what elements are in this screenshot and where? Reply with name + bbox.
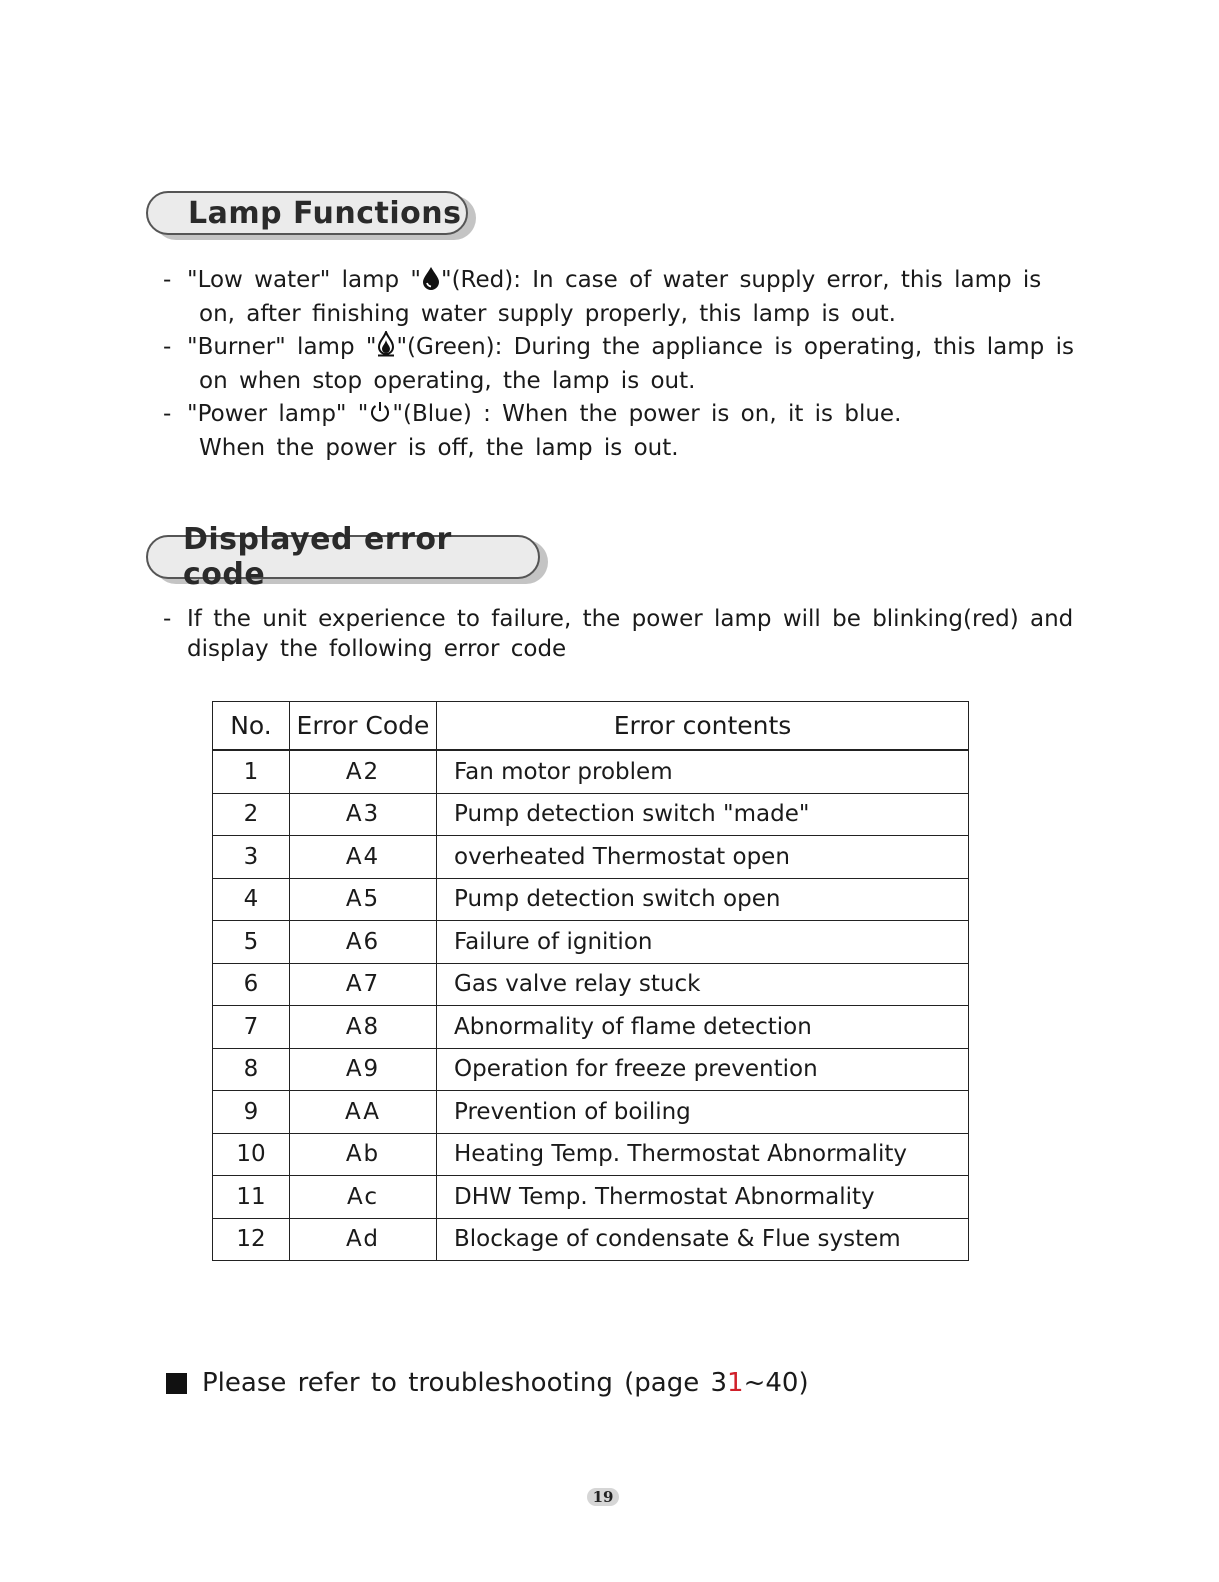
row-error-code: Ab xyxy=(290,1133,437,1176)
row-number: 3 xyxy=(213,836,290,879)
power-icon xyxy=(368,400,392,424)
lamp-functions-title: Lamp Functions xyxy=(188,195,462,231)
bullet-dash: - xyxy=(163,401,172,427)
row-error-code: A3 xyxy=(290,793,437,836)
row-error-contents: Abnormality of flame detection xyxy=(437,1006,969,1049)
note-suffix: ~40) xyxy=(743,1368,809,1398)
error-intro-line2: display the following error code xyxy=(187,636,567,662)
burner-text: "Burner" lamp " xyxy=(187,334,377,360)
table-row xyxy=(213,1133,969,1176)
row-error-contents: overheated Thermostat open xyxy=(437,836,969,879)
power-lamp-item xyxy=(163,397,901,465)
row-error-code: A6 xyxy=(290,921,437,964)
row-number: 5 xyxy=(213,921,290,964)
row-error-contents: Gas valve relay stuck xyxy=(437,963,969,1006)
burner-continuation: on when stop operating, the lamp is out. xyxy=(199,368,696,394)
row-number: 8 xyxy=(213,1048,290,1091)
power-continuation: When the power is off, the lamp is out. xyxy=(199,435,679,461)
row-number: 10 xyxy=(213,1133,290,1176)
row-error-contents: Prevention of boiling xyxy=(437,1091,969,1134)
row-error-code: A8 xyxy=(290,1006,437,1049)
power-desc: "(Blue) : When the power is on, it is blue. xyxy=(392,401,902,427)
table-row xyxy=(213,1048,969,1091)
row-error-code: A9 xyxy=(290,1048,437,1091)
row-error-code: AA xyxy=(290,1091,437,1134)
row-error-contents: Failure of ignition xyxy=(437,921,969,964)
low-water-text: "Low water" lamp " xyxy=(187,267,421,293)
table-row xyxy=(213,921,969,964)
row-error-contents: DHW Temp. Thermostat Abnormality xyxy=(437,1176,969,1219)
error-intro xyxy=(163,604,1073,664)
water-drop-icon xyxy=(421,266,441,290)
row-error-contents: Fan motor problem xyxy=(437,750,969,793)
table-header-row xyxy=(213,702,969,751)
row-error-code: Ac xyxy=(290,1176,437,1219)
lamp-functions-heading xyxy=(146,191,468,235)
row-error-code: Ad xyxy=(290,1218,437,1261)
table-row xyxy=(213,836,969,879)
row-number: 11 xyxy=(213,1176,290,1219)
row-number: 7 xyxy=(213,1006,290,1049)
row-number: 2 xyxy=(213,793,290,836)
row-error-contents: Heating Temp. Thermostat Abnormality xyxy=(437,1133,969,1176)
black-square-icon xyxy=(166,1373,187,1394)
table-row xyxy=(213,963,969,1006)
flame-icon xyxy=(376,331,396,357)
note-text: Please refer to troubleshooting (page 3 xyxy=(202,1368,728,1398)
row-error-contents: Operation for freeze prevention xyxy=(437,1048,969,1091)
row-number: 6 xyxy=(213,963,290,1006)
low-water-lamp-item xyxy=(163,263,1041,331)
table-row xyxy=(213,878,969,921)
error-code-table xyxy=(212,701,969,1261)
row-error-contents: Pump detection switch open xyxy=(437,878,969,921)
burner-lamp-item xyxy=(163,330,1074,398)
troubleshooting-note xyxy=(166,1368,809,1398)
bullet-dash: - xyxy=(163,606,172,632)
table-row xyxy=(213,750,969,793)
power-text: "Power lamp" " xyxy=(187,401,369,427)
header-error-code: Error Code xyxy=(290,702,437,751)
error-code-title: Displayed error code xyxy=(183,522,452,592)
row-error-contents: Blockage of condensate & Flue system xyxy=(437,1218,969,1261)
error-intro-line1: If the unit experience to failure, the power lamp will be blinking(red) and xyxy=(187,606,1074,632)
note-highlight: 1 xyxy=(727,1368,744,1398)
row-error-code: A7 xyxy=(290,963,437,1006)
row-error-code: A5 xyxy=(290,878,437,921)
row-error-contents: Pump detection switch "made" xyxy=(437,793,969,836)
bullet-dash: - xyxy=(163,267,172,293)
low-water-desc: "(Red): In case of water supply error, this lamp is xyxy=(440,267,1042,293)
bullet-dash: - xyxy=(163,334,172,360)
page-number: 19 xyxy=(587,1488,619,1506)
error-code-heading xyxy=(146,522,540,592)
header-no: No. xyxy=(213,702,290,751)
row-error-code: A4 xyxy=(290,836,437,879)
header-error-contents: Error contents xyxy=(437,702,969,751)
low-water-continuation: on, after finishing water supply properly, this lamp is out. xyxy=(199,301,896,327)
burner-desc: "(Green): During the appliance is operating, this lamp is xyxy=(396,334,1074,360)
table-row xyxy=(213,1176,969,1219)
row-error-code: A2 xyxy=(290,750,437,793)
table-row xyxy=(213,1091,969,1134)
table-row xyxy=(213,1006,969,1049)
table-row xyxy=(213,793,969,836)
table-row xyxy=(213,1218,969,1261)
row-number: 1 xyxy=(213,750,290,793)
row-number: 4 xyxy=(213,878,290,921)
row-number: 9 xyxy=(213,1091,290,1134)
row-number: 12 xyxy=(213,1218,290,1261)
